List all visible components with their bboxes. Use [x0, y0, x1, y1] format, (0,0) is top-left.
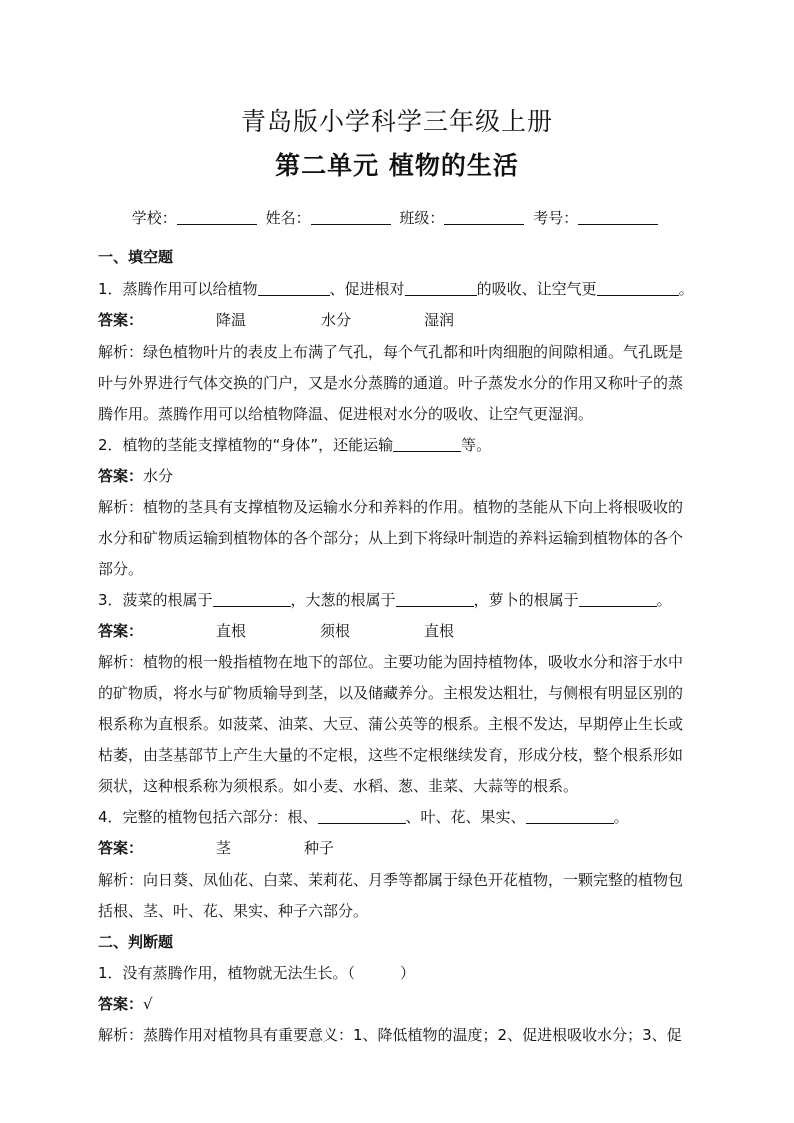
q4-part: 4．完整的植物包括六部分：根、 [98, 808, 318, 826]
analysis-line: 解析：植物的根一般指植物在地下的部位。主要功能为固持植物体，吸收水分和溶于水中 [98, 653, 684, 671]
q3-part: ，大葱的根属于 [290, 591, 396, 609]
q3-part: 3．菠菜的根属于 [98, 591, 213, 609]
analysis-line: 解析：植物的茎具有支撑植物及运输水分和养料的作用。植物的茎能从下向上将根吸收的 [98, 498, 684, 516]
answer-1 [98, 311, 718, 329]
q2-part: 2．植物的茎能支撑植物的“身体”，还能运输 [98, 436, 394, 454]
analysis-line: 部分。 [98, 560, 144, 578]
answer-value: 水分 [321, 311, 352, 329]
info-class-label: 班级： [399, 209, 445, 227]
q4-part: 。 [613, 808, 629, 826]
question-4 [98, 808, 718, 826]
q3-part: ，萝卜的根属于 [473, 591, 579, 609]
info-exam-number-label: 考号： [533, 209, 579, 227]
q2-blank-1[interactable] [393, 437, 461, 452]
judge-question-1: 1．没有蒸腾作用，植物就无法生长。（ ） [98, 964, 416, 982]
info-name-label: 姓名： [265, 209, 311, 227]
q1-part: 。 [678, 280, 694, 298]
analysis-line: 解析：绿色植物叶片的表皮上布满了气孔，每个气孔都和叶肉细胞的间隙相通。气孔既是 [98, 343, 684, 361]
answer-label: 答案： [98, 622, 144, 640]
q1-part: 的吸收、让空气更 [476, 280, 597, 298]
q3-blank-1[interactable] [213, 592, 291, 607]
q4-blank-2[interactable] [526, 809, 614, 824]
answer-value: 茎 [216, 839, 232, 857]
student-info-row [0, 207, 794, 228]
analysis-line: 根系称为直根系。如菠菜、油菜、大豆、蒲公英等的根系。主根不发达，早期停止生长或 [98, 715, 684, 733]
school-field[interactable] [177, 210, 257, 225]
answer-4 [98, 839, 718, 857]
q1-blank-3[interactable] [597, 281, 679, 296]
answer-label: 答案： [98, 839, 144, 857]
analysis-line: 的矿物质，将水与矿物质输导到茎，以及储藏养分。主根发达粗壮，与侧根有明显区别的 [98, 684, 684, 702]
q1-blank-2[interactable] [405, 281, 477, 296]
q2-part: 等。 [461, 436, 492, 454]
answer-label: 答案： [98, 311, 144, 329]
q4-blank-1[interactable] [318, 809, 406, 824]
section-heading-fill-blank: 一、填空题 [98, 248, 174, 266]
section-heading-true-false: 二、判断题 [98, 933, 174, 951]
answer-value: 水分 [143, 467, 174, 485]
judge-answer-1 [98, 995, 718, 1013]
analysis-line: 腾作用。蒸腾作用可以给植物降温、促进根对水分的吸收、让空气更湿润。 [98, 405, 594, 423]
answer-value: 降温 [216, 311, 247, 329]
answer-2 [98, 467, 718, 485]
analysis-line: 须状，这种根系称为须根系。如小麦、水稻、葱、韭菜、大蒜等的根系。 [98, 777, 579, 795]
name-field[interactable] [311, 210, 391, 225]
q3-blank-3[interactable] [579, 592, 657, 607]
question-1 [98, 280, 718, 298]
q1-part: 、促进根对 [329, 280, 405, 298]
answer-value: 湿润 [424, 311, 455, 329]
analysis-line: 水分和矿物质运输到植物体的各个部分；从上到下将绿叶制造的养料运输到植物体的各个 [98, 529, 684, 547]
analysis-line: 枯萎，由茎基部节上产生大量的不定根，这些不定根继续发育，形成分枝，整个根系形如 [98, 746, 684, 764]
q1-blank-1[interactable] [258, 281, 330, 296]
class-field[interactable] [444, 210, 524, 225]
document-title: 青岛版小学科学三年级上册 [240, 107, 553, 136]
question-3 [98, 591, 718, 609]
q4-part: 、叶、花、果实、 [405, 808, 526, 826]
analysis-line: 括根、茎、叶、花、果实、种子六部分。 [98, 902, 369, 920]
answer-label: 答案： [98, 995, 144, 1013]
analysis-line: 解析：蒸腾作用对植物具有重要意义：1、降低植物的温度；2、促进根吸收水分；3、促 [98, 1026, 682, 1044]
answer-value: 须根 [320, 622, 351, 640]
answer-3 [98, 622, 718, 640]
answer-value: √ [143, 995, 153, 1013]
q3-part: 。 [656, 591, 672, 609]
q3-blank-2[interactable] [396, 592, 474, 607]
answer-value: 种子 [304, 839, 335, 857]
q1-part: 1．蒸腾作用可以给植物 [98, 280, 258, 298]
info-school-label: 学校： [131, 209, 177, 227]
answer-label: 答案： [98, 467, 144, 485]
answer-value: 直根 [424, 622, 455, 640]
exam-number-field[interactable] [578, 210, 658, 225]
answer-value: 直根 [216, 622, 247, 640]
question-2 [98, 436, 718, 454]
analysis-line: 解析：向日葵、凤仙花、白菜、茉莉花、月季等都属于绿色开花植物，一颗完整的植物包 [98, 871, 684, 889]
document-subtitle: 第二单元 植物的生活 [275, 151, 519, 180]
analysis-line: 叶与外界进行气体交换的门户，又是水分蒸腾的通道。叶子蒸发水分的作用又称叶子的蒸 [98, 374, 684, 392]
